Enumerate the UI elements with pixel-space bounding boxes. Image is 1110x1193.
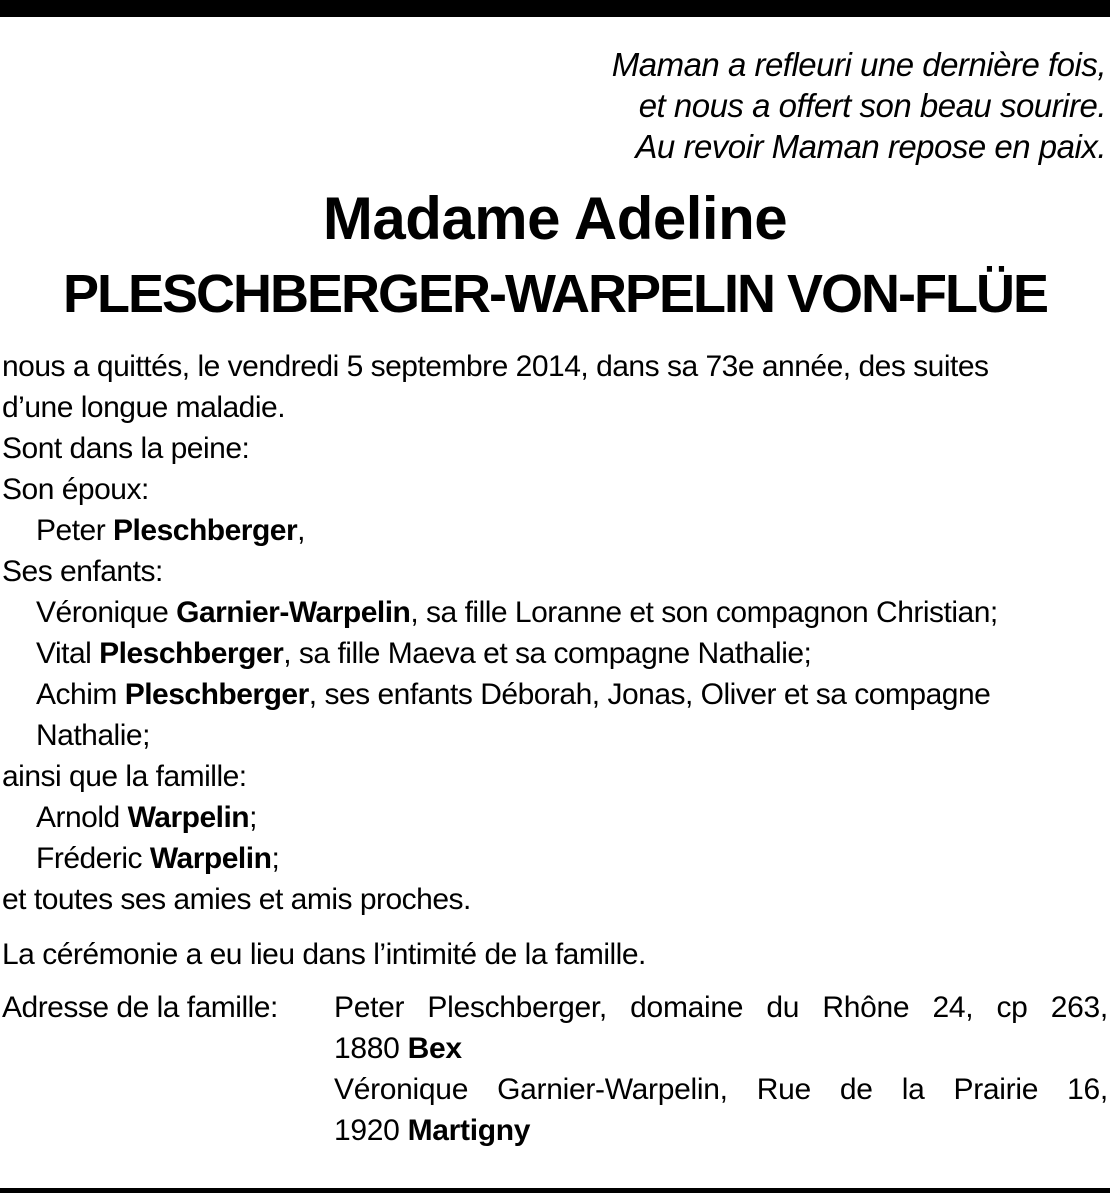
address-city-line: [334, 1110, 1108, 1151]
child-entry-continued: Nathalie;: [36, 719, 150, 752]
family-name: Warpelin: [127, 801, 250, 834]
poem-line: et nous a offert son beau sourire.: [638, 87, 1106, 124]
poem-line: Au revoir Maman repose en paix.: [635, 128, 1106, 165]
entry-rest: , ses enfants Déborah, Jonas, Oliver et sa compagne: [308, 678, 991, 711]
postcode: 1920: [334, 1114, 408, 1147]
notice-body: [2, 346, 1108, 1151]
epigraph-poem: [612, 44, 1106, 167]
address-label: Adresse de la famille:: [2, 991, 278, 1024]
family-heading: ainsi que la famille:: [2, 760, 247, 793]
address-word: 16,: [1067, 1073, 1108, 1106]
top-rule: [0, 0, 1110, 17]
poem-line: Maman a refleuri une dernière fois,: [611, 46, 1106, 83]
entry-rest: , sa fille Loranne et son compagnon Christian;: [410, 596, 998, 629]
address-word: Pleschberger,: [427, 991, 607, 1024]
family-name: Pleschberger: [99, 637, 284, 670]
address-word: de: [839, 1073, 873, 1106]
given-name: Véronique: [36, 596, 177, 629]
address-word: Garnier-Warpelin,: [497, 1073, 728, 1106]
given-name: Peter: [36, 514, 114, 547]
address-city-line: [334, 1028, 1108, 1069]
address-word: Prairie: [953, 1073, 1039, 1106]
given-name: Achim: [36, 678, 125, 711]
address-word: Peter: [334, 991, 405, 1024]
address-word: 263,: [1050, 991, 1108, 1024]
bottom-rule: [0, 1188, 1110, 1193]
address-word: 24,: [932, 991, 974, 1024]
spouse-entry: [2, 510, 1108, 551]
family-name: Pleschberger: [113, 514, 298, 547]
entry-rest: ;: [271, 842, 280, 875]
city: Martigny: [407, 1114, 531, 1147]
child-entry: [2, 633, 1108, 674]
mourners-heading: Sont dans la peine:: [2, 432, 250, 465]
address-street-line: [334, 987, 1108, 1028]
family-address: [2, 987, 1108, 1151]
friends-line: et toutes ses amies et amis proches.: [2, 883, 471, 916]
family-name: Pleschberger: [124, 678, 309, 711]
family-name: Warpelin: [149, 842, 272, 875]
address-word: Véronique: [334, 1073, 469, 1106]
address-street-line: [334, 1069, 1108, 1110]
spouse-heading: Son époux:: [2, 473, 149, 506]
ceremony-line: La cérémonie a eu lieu dans l’intimité de la famille.: [2, 938, 646, 971]
entry-rest: ,: [297, 514, 305, 547]
children-heading: Ses enfants:: [2, 555, 163, 588]
address-word: Rue: [756, 1073, 811, 1106]
deceased-family-name: PLESCHBERGER-WARPELIN VON-FLÜE: [62, 264, 1048, 324]
address-lines: [334, 987, 1108, 1151]
city: Bex: [407, 1032, 462, 1065]
given-name: Vital: [36, 637, 100, 670]
postcode: 1880: [334, 1032, 408, 1065]
child-entry: [2, 592, 1108, 633]
deceased-first-name: Madame Adeline: [322, 185, 788, 252]
entry-rest: ;: [249, 801, 257, 834]
intro-line: d’une longue maladie.: [2, 391, 286, 424]
intro-line: nous a quittés, le vendredi 5 septembre 2014, dans sa 73e année, des suites: [2, 350, 989, 383]
address-word: domaine: [630, 991, 744, 1024]
child-entry: [2, 674, 1108, 715]
address-word: la: [901, 1073, 925, 1106]
address-word: Rhône: [822, 991, 910, 1024]
address-word: cp: [996, 991, 1028, 1024]
given-name: Fréderic: [36, 842, 150, 875]
family-entry: [2, 797, 1108, 838]
family-entry: [2, 838, 1108, 879]
address-word: du: [766, 991, 800, 1024]
family-name: Garnier-Warpelin: [176, 596, 411, 629]
entry-rest: , sa fille Maeva et sa compagne Nathalie;: [283, 637, 812, 670]
given-name: Arnold: [36, 801, 128, 834]
